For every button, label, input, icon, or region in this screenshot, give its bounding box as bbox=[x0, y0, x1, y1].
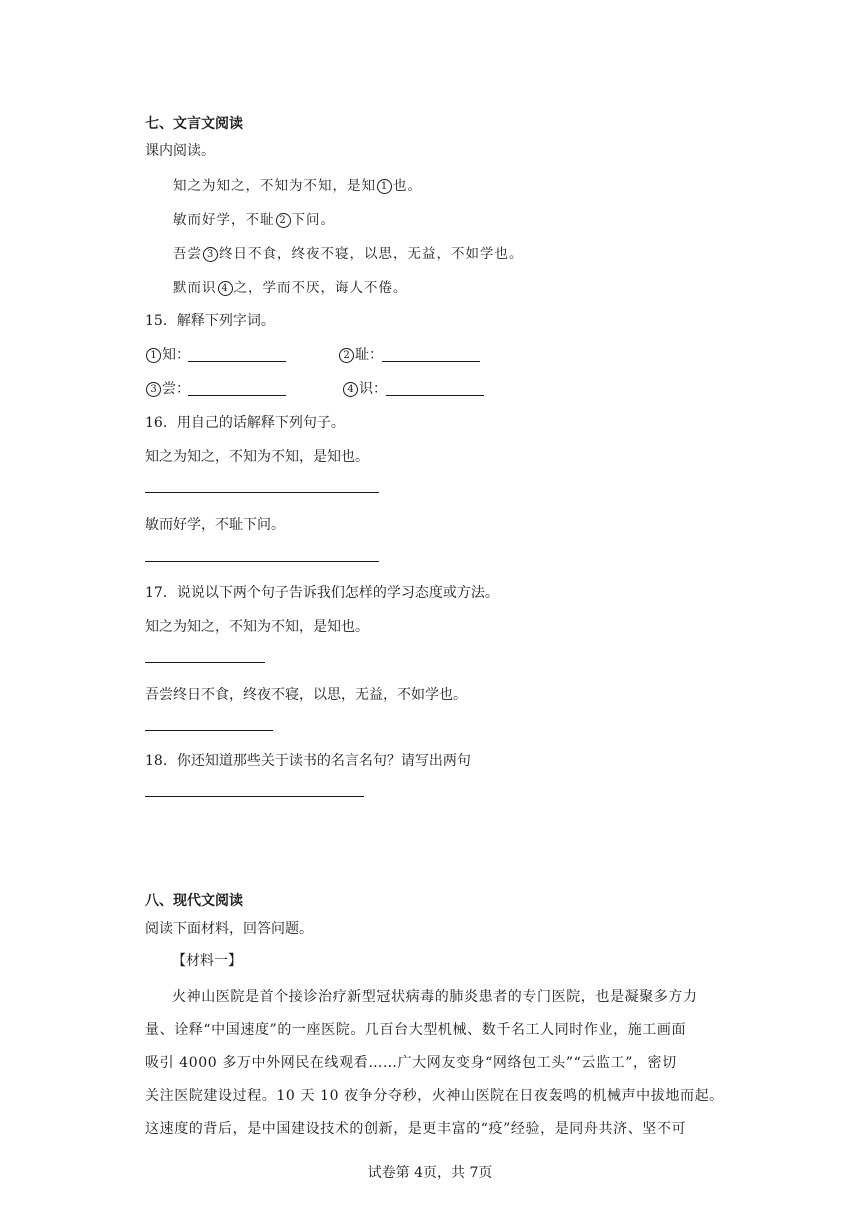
passage-text: 敏而好学，不耻 bbox=[173, 212, 275, 228]
circled-number: 2 bbox=[276, 213, 291, 228]
answer-blank[interactable] bbox=[188, 361, 286, 362]
circled-number: 3 bbox=[203, 247, 218, 262]
q15-item-label: 耻： bbox=[355, 347, 383, 363]
answer-blank[interactable] bbox=[188, 395, 286, 396]
q15-item-label: 尝： bbox=[162, 381, 190, 397]
question-18-prompt: 18．你还知道那些关于读书的名言名句？请写出两句 bbox=[145, 753, 471, 769]
q17-sentence-1: 知之为知之，不知为不知，是知也。 bbox=[145, 619, 369, 635]
passage-text: 默而识 bbox=[173, 280, 217, 296]
material-line: 关注医院建设过程。10 天 10 夜争分夺秒，火神山医院在日夜轰鸣的机械声中拔地而起。 bbox=[145, 1088, 724, 1104]
question-15-prompt: 15．解释下列字词。 bbox=[145, 313, 275, 329]
q15-item-1 bbox=[145, 344, 190, 364]
answer-blank[interactable] bbox=[382, 361, 480, 362]
passage-text: 知之为知之，不知为不知，是知 bbox=[173, 178, 376, 194]
answer-blank[interactable] bbox=[145, 561, 379, 562]
passage-line-2 bbox=[173, 208, 335, 228]
q15-item-3 bbox=[145, 378, 190, 398]
passage-text: 下问。 bbox=[291, 212, 335, 228]
passage-text: 吾尝 bbox=[173, 246, 202, 262]
material-label: 【材料一】 bbox=[172, 953, 242, 969]
section-8-intro: 阅读下面材料，回答问题。 bbox=[145, 921, 313, 937]
passage-text: 也。 bbox=[393, 178, 422, 194]
material-line: 这速度的背后，是中国建设技术的创新，是更丰富的“疫”经验，是同舟共济、坚不可 bbox=[145, 1121, 687, 1137]
answer-blank[interactable] bbox=[145, 492, 379, 493]
section-8-title: 八、现代文阅读 bbox=[145, 893, 243, 909]
q16-sentence-1: 知之为知之，不知为不知，是知也。 bbox=[145, 449, 369, 465]
passage-line-1 bbox=[173, 174, 422, 194]
q15-item-4 bbox=[342, 378, 387, 398]
q15-item-label: 识： bbox=[359, 381, 387, 397]
page-footer: 试卷第 4页，共 7页 bbox=[367, 1165, 493, 1181]
section-7-intro: 课内阅读。 bbox=[145, 143, 215, 159]
q16-sentence-2: 敏而好学，不耻下问。 bbox=[145, 517, 285, 533]
circled-number: 3 bbox=[146, 382, 161, 397]
q15-item-label: 知： bbox=[162, 347, 190, 363]
passage-line-4 bbox=[173, 276, 408, 296]
question-16-prompt: 16．用自己的话解释下列句子。 bbox=[145, 415, 345, 431]
answer-blank[interactable] bbox=[145, 662, 265, 663]
answer-blank[interactable] bbox=[145, 730, 273, 731]
circled-number: 4 bbox=[343, 382, 358, 397]
answer-blank[interactable] bbox=[386, 395, 484, 396]
q15-item-2 bbox=[338, 344, 383, 364]
q17-sentence-2: 吾尝终日不食，终夜不寝，以思，无益，不如学也。 bbox=[145, 687, 467, 703]
material-line: 吸引 4000 多万中外网民在线观看……广大网友变身“网络包工头”“云监工”，密切 bbox=[145, 1055, 677, 1071]
circled-number: 2 bbox=[339, 348, 354, 363]
section-7-title: 七、文言文阅读 bbox=[145, 116, 243, 132]
circled-number: 1 bbox=[377, 179, 392, 194]
material-line: 火神山医院是首个接诊治疗新型冠状病毒的肺炎患者的专门医院，也是凝聚多方力 bbox=[172, 989, 698, 1005]
passage-text: 之，学而不厌，诲人不倦。 bbox=[233, 280, 408, 296]
circled-number: 4 bbox=[218, 281, 233, 296]
circled-number: 1 bbox=[146, 348, 161, 363]
answer-blank[interactable] bbox=[145, 796, 364, 797]
question-17-prompt: 17．说说以下两个句子告诉我们怎样的学习态度或方法。 bbox=[145, 585, 499, 601]
passage-line-3 bbox=[173, 242, 524, 262]
material-line: 量、诠释“中国速度”的一座医院。几百台大型机械、数千名工人同时作业，施工画面 bbox=[145, 1022, 687, 1038]
passage-text: 终日不食，终夜不寝，以思，无益，不如学也。 bbox=[219, 246, 524, 262]
